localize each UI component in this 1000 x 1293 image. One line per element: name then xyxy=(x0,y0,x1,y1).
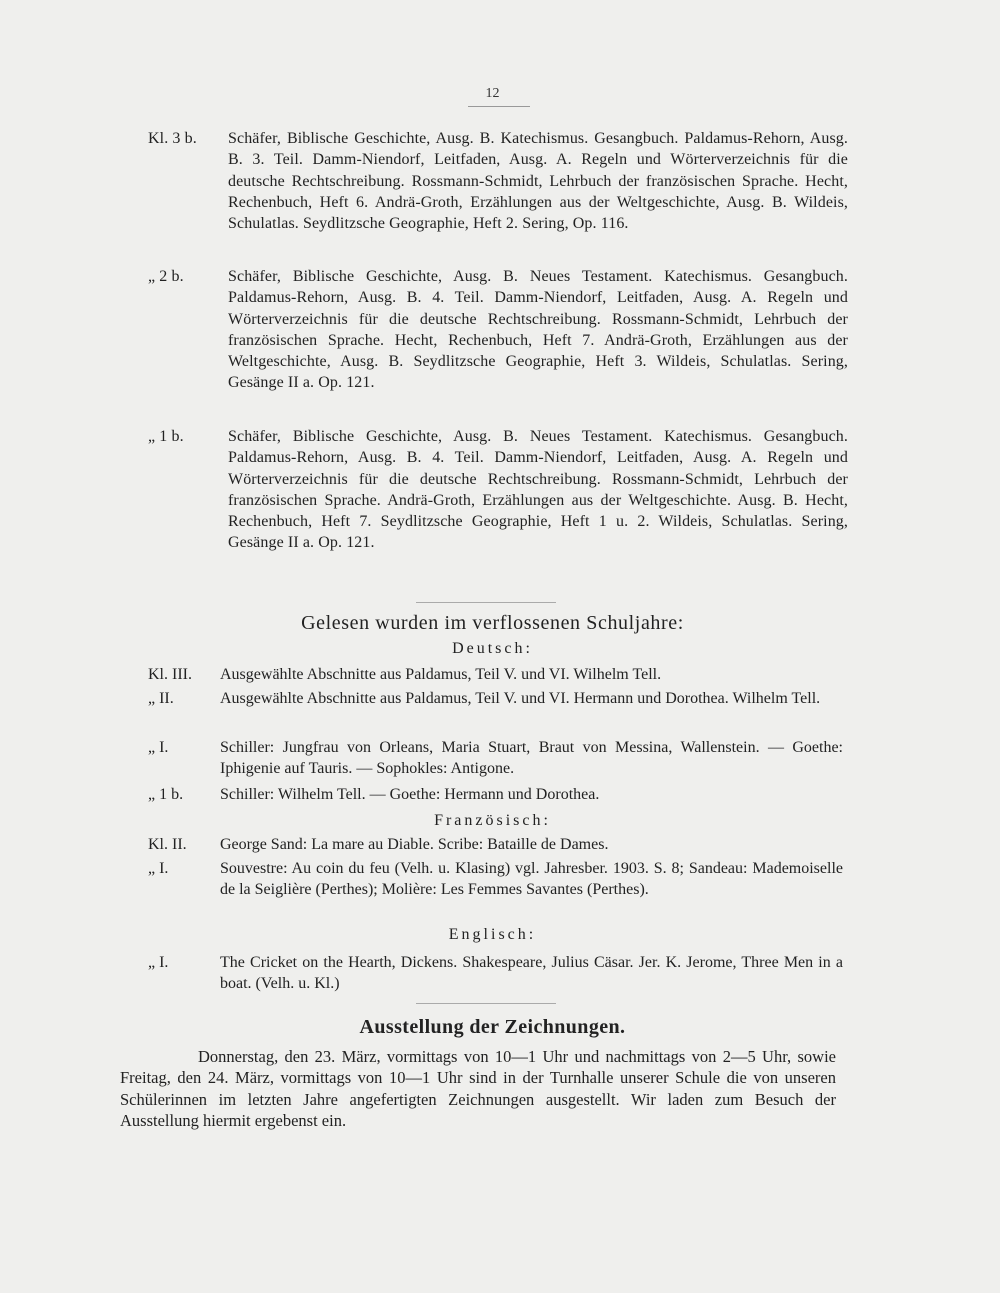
reading-entry xyxy=(148,858,843,900)
class-label: „ I. xyxy=(148,860,169,877)
page-number: 12 xyxy=(485,86,500,101)
class-label: „ I. xyxy=(148,739,169,756)
reading-entry xyxy=(148,784,843,805)
reading-text: Ausgewählte Abschnitte aus Paldamus, Teil V. und VI. Hermann und Dorothea. Wilhelm Tell. xyxy=(220,690,821,707)
reading-entry xyxy=(148,952,843,994)
reading-text: George Sand: La mare au Diable. Scribe: Bataille de Dames. xyxy=(220,836,609,853)
class-label: „ 1 b. xyxy=(148,786,184,803)
reading-entry xyxy=(148,834,843,855)
class-label: Kl. III. xyxy=(148,666,192,683)
section-divider xyxy=(416,1003,556,1004)
reading-text: Ausgewählte Abschnitte aus Paldamus, Teil V. und VI. Wilhelm Tell. xyxy=(220,666,662,683)
book-list-entry xyxy=(148,128,848,234)
class-label: Kl. 3 b. xyxy=(148,130,197,147)
reading-text: Schiller: Jungfrau von Orleans, Maria Stuart, Braut von Messina, Wallenstein. — Goethe: Iphigenie auf Tauris. — Sophokles: Antigone. xyxy=(220,739,843,777)
class-label: „ II. xyxy=(148,690,174,707)
book-list-entry xyxy=(148,426,848,554)
book-list-text: Schäfer, Biblische Geschichte, Ausg. B. Neues Testament. Katechismus. Gesangbuch. Paldamus-Rehorn, Ausg. B. 4. Teil. Damm-Niendorf, Leitfaden, Ausg. A. Regeln und Wörterverzeichnis für die deutsche Rechtschreibung. Rossmann-Schmidt, Lehrbuch der französischen Sprache. Hecht, Rechenbuch, Heft 7. Andrä-Groth, Erzählungen aus der Weltgeschichte, Ausg. B. Seydlitzsche Geographie, Heft 3. Wildeis, Schulatlas. Sering, Gesänge II a. Op. 121. xyxy=(228,268,848,392)
exhibition-paragraph: Donnerstag, den 23. März, vormittags von 10—1 Uhr und nachmittags von 2—5 Uhr, sowie Freitag, den 24. März, vormittags von 10—1 Uhr sind in der Turnhalle unserer Schule die von unseren Schülerinnen im letzten Jahre angefertigten Zeichnungen ausgestellt. Wir laden zum Besuch der Ausstellung hiermit ergebenst ein. xyxy=(120,1047,836,1130)
reading-entry xyxy=(148,664,843,685)
french-heading: Französisch: xyxy=(434,812,551,829)
exhibition-heading: Ausstellung der Zeichnungen. xyxy=(359,1016,626,1038)
reading-entry xyxy=(148,737,843,779)
book-list-text: Schäfer, Biblische Geschichte, Ausg. B. Neues Testament. Katechismus. Gesangbuch. Paldamus-Rehorn, Ausg. B. 4. Teil. Damm-Niendorf, Leitfaden, Ausg. A. Regeln und Wörterverzeichnis für die deutsche Rechtschreibung. Rossmann-Schmidt, Lehrbuch der französischen Sprache. Andrä-Groth, Erzählungen aus der Weltgeschichte. Ausg. B. Hecht, Rechenbuch, Heft 7. Seydlitzsche Geographie, Heft 1 u. 2. Wildeis, Schulatlas. Sering, Gesänge II a. Op. 121. xyxy=(228,428,848,552)
reading-text: The Cricket on the Hearth, Dickens. Shakespeare, Julius Cäsar. Jer. K. Jerome, Three Men in a boat. (Velh. u. Kl.) xyxy=(220,954,843,992)
class-label: „ 2 b. xyxy=(148,268,184,285)
page-number-rule xyxy=(468,106,530,107)
read-heading: Gelesen wurden im verflossenen Schuljahre: xyxy=(301,612,684,634)
reading-text: Souvestre: Au coin du feu (Velh. u. Klasing) vgl. Jahresber. 1903. S. 8; Sandeau: Mademoiselle de la Seiglière (Perthes); Molière: Les Femmes Savantes (Perthes). xyxy=(220,860,843,898)
class-label: „ I. xyxy=(148,954,169,971)
english-heading: Englisch: xyxy=(448,926,537,943)
section-divider xyxy=(416,602,556,603)
class-label: Kl. II. xyxy=(148,836,187,853)
book-list-entry xyxy=(148,266,848,394)
german-heading: Deutsch: xyxy=(452,640,533,657)
book-list-text: Schäfer, Biblische Geschichte, Ausg. B. Katechismus. Gesangbuch. Paldamus-Rehorn, Ausg. B. 3. Teil. Damm-Niendorf, Leitfaden, Ausg. A. Regeln und Wörterverzeichnis für die deutsche Rechtschreibung. Rossmann-Schmidt, Lehrbuch der französischen Sprache. Hecht, Rechenbuch, Heft 6. Andrä-Groth, Erzählungen aus der Weltgeschichte, Ausg. B. Wildeis, Schulatlas. Seydlitzsche Geographie, Heft 2. Sering, Op. 116. xyxy=(228,130,848,233)
reading-entry xyxy=(148,688,843,709)
class-label: „ 1 b. xyxy=(148,428,184,445)
reading-text: Schiller: Wilhelm Tell. — Goethe: Hermann und Dorothea. xyxy=(220,786,600,803)
